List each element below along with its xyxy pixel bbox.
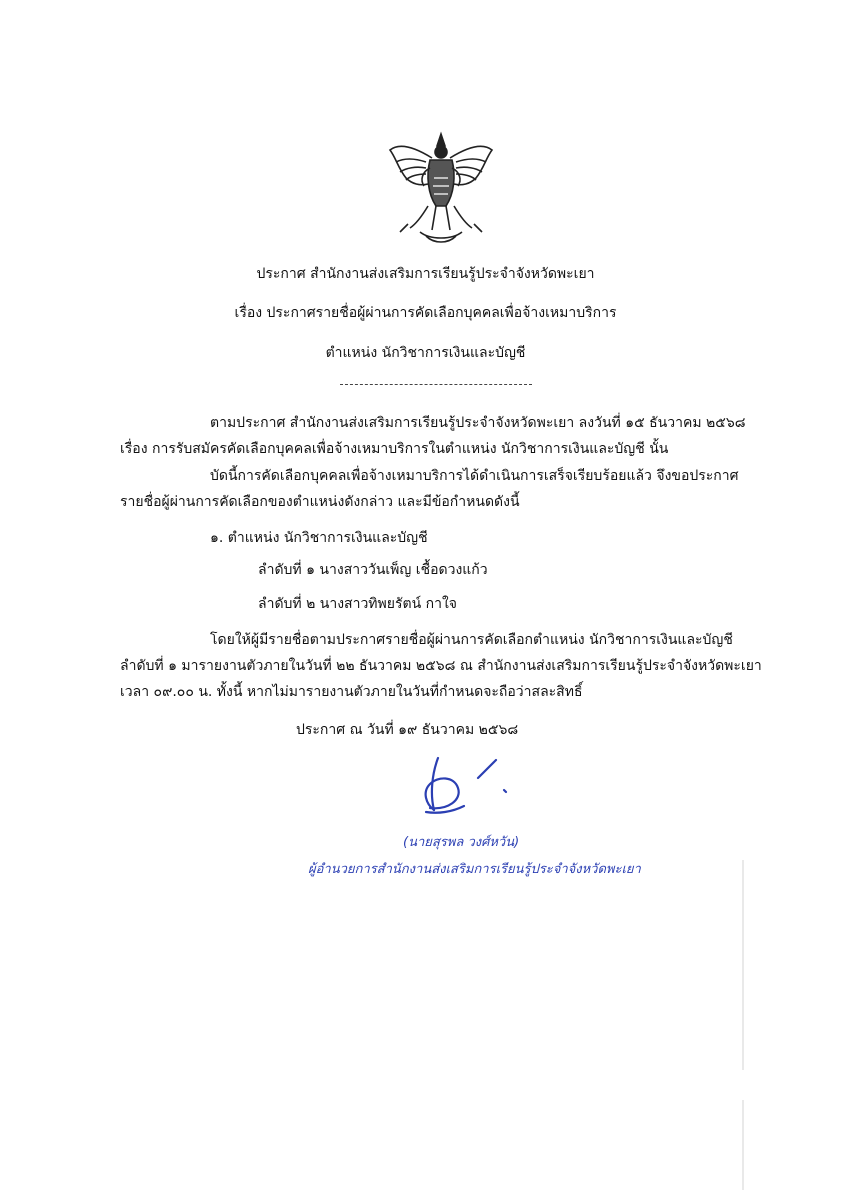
announcement-title: ประกาศ สำนักงานส่งเสริมการเรียนรู้ประจำจังหวัดพะเยา — [256, 266, 595, 282]
garuda-emblem-icon — [386, 128, 496, 246]
paragraph-2-line-2: รายชื่อผู้ผ่านการคัดเลือกของตำแหน่งดังกล่าว และมีข้อกำหนดดังนี้ — [120, 494, 520, 510]
position-heading: ๑. ตำแหน่ง นักวิชาการเงินและบัญชี — [210, 530, 428, 546]
subject-line: เรื่อง ประกาศรายชื่อผู้ผ่านการคัดเลือกบุคคลเพื่อจ้างเหมาบริการ — [234, 305, 617, 321]
paragraph-3-line-3: เวลา ๐๙.๐๐ น. ทั้งนี้ หากไม่มารายงานตัวภายในวันที่กำหนดจะถือว่าสละสิทธิ์ — [120, 684, 583, 700]
paragraph-3-line-1: โดยให้ผู้มีรายชื่อตามประกาศรายชื่อผู้ผ่านการคัดเลือกตำแหน่ง นักวิชาการเงินและบัญชี — [210, 632, 733, 648]
paragraph-1-line-2: เรื่อง การรับสมัครคัดเลือกบุคคลเพื่อจ้างเหมาบริการในตำแหน่ง นักวิชาการเงินและบัญชี นั้น — [120, 441, 669, 457]
paragraph-1-line-1: ตามประกาศ สำนักงานส่งเสริมการเรียนรู้ประจำจังหวัดพะเยา ลงวันที่ ๑๕ ธันวาคม ๒๕๖๘ — [210, 415, 746, 431]
candidate-item: ลำดับที่ ๑ นางสาววันเพ็ญ เชื้อดวงแก้ว — [258, 562, 488, 578]
signer-name: (นายสุรพล วงศ์หวัน) — [403, 835, 520, 850]
scan-edge-mark — [742, 1100, 744, 1190]
scan-edge-mark — [742, 860, 744, 1070]
handwritten-signature — [408, 748, 538, 828]
header-divider — [340, 384, 532, 385]
paragraph-3-line-2: ลำดับที่ ๑ มารายงานตัวภายในวันที่ ๒๒ ธันวาคม ๒๕๖๘ ณ สำนักงานส่งเสริมการเรียนรู้ประจำจังหวัดพะเยา — [120, 658, 762, 674]
paragraph-2-line-1: บัดนี้การคัดเลือกบุคคลเพื่อจ้างเหมาบริการได้ดำเนินการเสร็จเรียบร้อยแล้ว จึงขอประกาศ — [210, 468, 739, 484]
announcement-date: ประกาศ ณ วันที่ ๑๙ ธันวาคม ๒๕๖๘ — [296, 722, 519, 738]
signer-title: ผู้อำนวยการสำนักงานส่งเสริมการเรียนรู้ประจำจังหวัดพะเยา — [308, 862, 641, 877]
position-title: ตำแหน่ง นักวิชาการเงินและบัญชี — [325, 345, 526, 361]
candidate-item: ลำดับที่ ๒ นางสาวทิพยรัตน์ กาใจ — [258, 596, 457, 612]
